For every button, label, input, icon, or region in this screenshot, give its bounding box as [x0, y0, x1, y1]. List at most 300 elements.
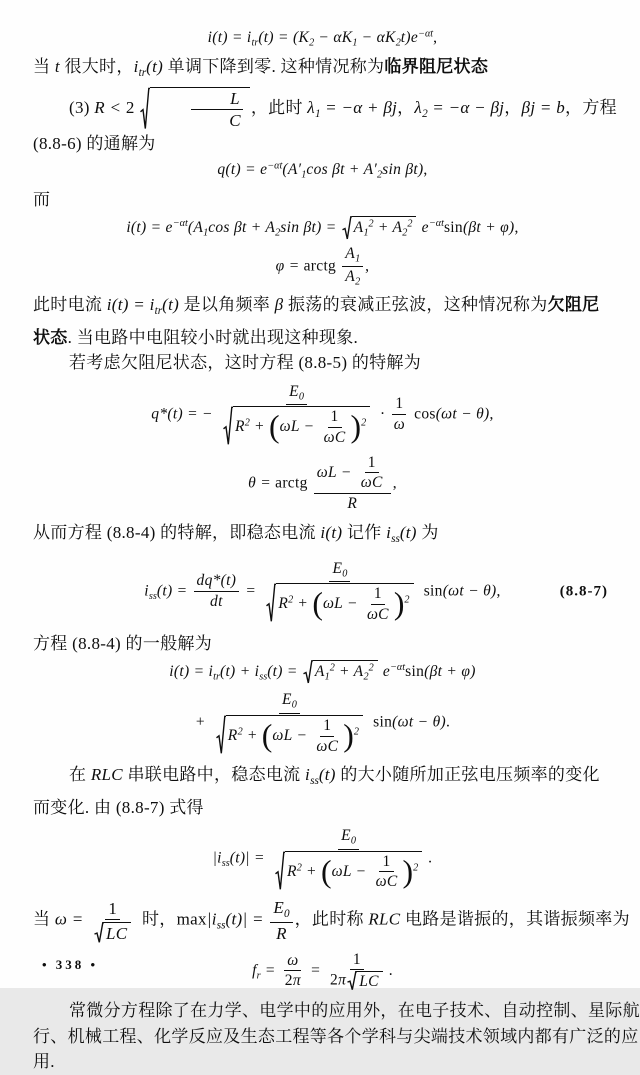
- math-var: C: [229, 111, 241, 131]
- radical-sign-icon: [342, 216, 352, 240]
- subscript: 2: [363, 671, 369, 683]
- radical-sign-icon: [94, 922, 104, 944]
- text-run: 单调下降到零. 这种情况称为: [163, 57, 385, 77]
- math-var: (ωt − θ): [435, 405, 490, 423]
- subscript: 1: [314, 107, 321, 120]
- math-var: cos βt + A: [208, 218, 276, 236]
- denominator: [373, 872, 401, 891]
- math-var: =: [305, 961, 326, 979]
- fraction: [219, 383, 374, 447]
- superscript: 2: [296, 861, 302, 873]
- subscript: tr: [138, 67, 147, 80]
- math-var: ωL −: [322, 594, 362, 612]
- text-line: [33, 795, 612, 821]
- radical: [275, 851, 422, 892]
- superscript: 2: [368, 662, 374, 674]
- denominator: [271, 850, 426, 892]
- math-var: (A: [187, 218, 204, 236]
- fraction: [262, 560, 417, 624]
- fraction: [342, 245, 363, 289]
- math-var: E: [281, 691, 292, 709]
- fraction: [271, 827, 426, 891]
- text-line: [33, 631, 612, 657]
- text-run: ，: [397, 97, 415, 117]
- math-var: ωL −: [331, 862, 371, 880]
- math-var: − αK: [357, 29, 396, 46]
- text-run: 此时电流: [33, 295, 107, 315]
- radical-content: [357, 971, 383, 991]
- math-var: LC: [359, 973, 379, 991]
- text-run: (8.8-6) 的通解为: [33, 133, 156, 153]
- denominator: [358, 473, 386, 492]
- superscript: −αt: [172, 218, 188, 230]
- math-var: i(t) = i: [169, 662, 214, 680]
- radical-content: [276, 583, 413, 624]
- denominator: [212, 714, 367, 756]
- text-run: 而: [33, 189, 51, 209]
- superscript: −αt: [428, 218, 444, 230]
- numerator: [342, 245, 363, 267]
- math-var: i: [133, 57, 139, 77]
- math-var: (t) =: [156, 582, 192, 600]
- math-var: i: [144, 582, 149, 600]
- formula-line: [33, 560, 612, 624]
- subscript: ss: [259, 671, 268, 683]
- radical: [216, 715, 363, 756]
- text-run: 1: [352, 950, 361, 968]
- math-var: R: [227, 726, 238, 744]
- math-var: = −α − βj: [427, 97, 505, 117]
- math-var: A: [353, 219, 364, 237]
- superscript: 2: [353, 725, 359, 737]
- denominator: [344, 494, 360, 513]
- radical: [303, 660, 378, 684]
- math-var: (t) + i: [219, 662, 260, 680]
- math-var: λ: [414, 97, 423, 117]
- radical: [347, 971, 383, 991]
- text-run: 2: [125, 97, 140, 117]
- fraction: [314, 454, 391, 513]
- text-line: [33, 54, 612, 86]
- radical-sign-icon: [140, 87, 150, 131]
- text-run: ，此时: [250, 97, 308, 117]
- math-var: ωC: [360, 474, 383, 492]
- text-line: [33, 1024, 639, 1050]
- text-run: 是以角频率: [179, 295, 275, 315]
- subscript: 2: [402, 227, 408, 239]
- subscript: tr: [213, 671, 220, 683]
- text-run: 当: [33, 57, 55, 77]
- math-var: E: [332, 559, 343, 577]
- radical-content: [226, 715, 363, 756]
- radical-sign-icon: [266, 583, 276, 624]
- superscript: 2: [288, 594, 294, 606]
- subscript: 2: [422, 107, 428, 120]
- text-run: ,: [392, 473, 397, 491]
- denominator: [190, 110, 244, 131]
- math-var: (t)| =: [225, 909, 269, 929]
- superscript: 2: [244, 417, 250, 429]
- text-line: [33, 998, 640, 1024]
- numerator: [286, 383, 307, 405]
- text-run: ,: [489, 405, 494, 423]
- big-paren: ): [393, 585, 405, 621]
- text-run: sin: [368, 713, 393, 731]
- radical-content: [285, 851, 422, 892]
- radical-content: [352, 216, 417, 240]
- numerator: [392, 395, 406, 415]
- text-run: ,: [496, 582, 501, 600]
- subscript: r: [256, 970, 261, 982]
- math-var: = −α + βj: [320, 97, 398, 117]
- text-run: sin: [443, 218, 463, 236]
- text-run: ,: [514, 218, 519, 236]
- text-run: ,: [433, 29, 438, 46]
- formula-line: [33, 245, 612, 289]
- numerator: [328, 408, 342, 428]
- denominator: [262, 582, 417, 624]
- numerator: [191, 89, 243, 111]
- text-run: 2: [330, 971, 339, 989]
- text-run: 而变化. 由 (8.8-7) 式得: [33, 797, 204, 817]
- math-var: q*(t) = −: [151, 405, 217, 423]
- numerator: [371, 585, 385, 605]
- big-paren: ): [343, 717, 354, 753]
- subscript: 1: [203, 227, 209, 239]
- math-var: q(t) = e: [217, 161, 268, 179]
- fraction: [327, 951, 387, 992]
- denominator: [90, 920, 135, 943]
- big-paren: ): [350, 409, 362, 445]
- text-run: 1: [367, 453, 376, 471]
- subscript: 2: [309, 37, 315, 49]
- radical-content: [233, 406, 370, 447]
- text-run: ,: [423, 161, 428, 179]
- text-line: [33, 762, 612, 794]
- fraction: [358, 454, 386, 493]
- math-var: (t): [399, 523, 417, 543]
- numerator: [320, 717, 334, 737]
- fraction: [313, 717, 341, 756]
- text-line: [33, 292, 612, 324]
- big-paren: (: [312, 585, 323, 621]
- math-var: (t): [146, 57, 164, 77]
- superscript: 2: [237, 725, 243, 737]
- math-var: ωC: [316, 737, 339, 755]
- text-run: 2: [284, 972, 293, 990]
- math-var: θ =: [248, 473, 276, 491]
- denominator: [207, 592, 226, 611]
- superscript: −αt: [418, 28, 434, 40]
- text-line: [33, 898, 630, 944]
- subscript: tr: [251, 37, 259, 49]
- math-var: i(t) = e: [126, 218, 173, 236]
- math-var: R <: [94, 97, 126, 117]
- subscript: ss: [391, 533, 400, 546]
- fraction: [90, 899, 135, 943]
- math-var: E: [273, 898, 284, 918]
- radical-sign-icon: [303, 660, 313, 684]
- text-run: ,: [365, 257, 370, 274]
- numerator: [194, 572, 240, 592]
- math-var: +: [194, 713, 210, 731]
- math-var: sin βt) =: [280, 218, 341, 236]
- math-var: RLC: [90, 765, 123, 785]
- radical: [140, 87, 250, 131]
- subscript: ss: [221, 858, 230, 870]
- numerator: [279, 691, 300, 713]
- denominator: [313, 737, 341, 756]
- radical-content: [150, 87, 250, 131]
- fraction: [282, 952, 304, 991]
- text-run: 的大小随所加正弦电压频率的变化: [335, 765, 600, 785]
- formula-line: [33, 160, 612, 182]
- radical-sign-icon: [275, 851, 285, 892]
- math-var: ωC: [366, 605, 389, 623]
- math-var: λ: [307, 97, 315, 117]
- math-var: +: [293, 594, 313, 612]
- big-paren: (: [261, 717, 273, 753]
- math-var: R: [347, 495, 358, 513]
- text-run: 当: [33, 909, 55, 929]
- math-var: +: [249, 417, 269, 435]
- radical-sign-icon: [223, 406, 233, 447]
- denominator: [219, 405, 374, 447]
- math-var: i(t): [320, 523, 343, 543]
- radical: [342, 216, 417, 240]
- formula-line: [33, 691, 612, 755]
- math-var: (ωt − θ): [442, 582, 497, 600]
- text-line: [33, 87, 617, 131]
- math-var: e: [378, 662, 391, 680]
- math-var: E: [289, 382, 299, 400]
- math-var: e: [417, 218, 429, 236]
- formula-line: [33, 216, 612, 240]
- superscript: 2: [329, 662, 335, 674]
- math-var: t)e: [400, 29, 419, 46]
- math-var: − αK: [314, 29, 353, 46]
- text-run: cos: [409, 405, 436, 423]
- math-var: cos βt + A′: [306, 161, 378, 179]
- subscript: 1: [352, 37, 358, 49]
- text-run: 电路是谐振的，其谐振频率为: [400, 909, 630, 929]
- math-var: ω: [287, 951, 299, 969]
- equation-number: (8.8-7): [559, 583, 608, 600]
- subscript: tr: [154, 305, 163, 318]
- text-run: 在: [69, 765, 91, 785]
- math-var: L: [230, 88, 240, 108]
- big-paren: (: [269, 409, 280, 445]
- math-var: i(t) = i: [106, 295, 155, 315]
- math-var: ωL −: [279, 417, 319, 435]
- bold-term: 临界阻尼状态: [384, 57, 489, 77]
- math-var: φ =: [275, 257, 304, 274]
- fraction: [194, 572, 240, 611]
- formula-line: [33, 660, 612, 684]
- text-run: 常微分方程除了在力学、电学中的应用外，在电子技术、自动控制、星际航: [69, 1001, 640, 1021]
- subscript: 2: [275, 227, 281, 239]
- numerator: [350, 951, 364, 971]
- math-var: R: [278, 594, 289, 612]
- formula-line: [33, 454, 612, 513]
- math-var: =: [260, 961, 280, 979]
- math-var: |i: [206, 909, 217, 929]
- text-line: [33, 520, 612, 552]
- radical: [223, 406, 370, 447]
- superscript: 2: [361, 417, 367, 429]
- math-var: +: [301, 862, 321, 880]
- text-run: 1: [108, 898, 118, 918]
- math-var: (t) =: [267, 662, 302, 680]
- denominator: [364, 605, 392, 624]
- text-run: . 当电路中电阻较小时就出现这种现象.: [67, 327, 359, 347]
- text-run: 记作: [342, 523, 387, 543]
- math-var: R: [276, 924, 287, 944]
- text-line: [33, 131, 612, 157]
- text-run: 1: [323, 716, 332, 734]
- fraction: [373, 853, 401, 892]
- text-run: 时，max: [137, 909, 207, 929]
- numerator: [329, 560, 350, 582]
- text-run: 若考虑欠阻尼状态，这时方程 (8.8-5) 的特解为: [69, 353, 422, 373]
- text-run: 从而方程 (8.8-4) 的特解，即稳态电流: [33, 523, 321, 543]
- formula-line: [33, 827, 612, 891]
- radical-content: [313, 660, 378, 684]
- formula-line: [33, 951, 612, 992]
- math-var: R: [234, 417, 245, 435]
- subscript: ss: [148, 590, 157, 602]
- math-var: i(t) = i: [207, 29, 252, 46]
- math-var: t: [54, 57, 60, 77]
- math-var: sin βt): [382, 161, 424, 179]
- text-run: 方程 (8.8-4) 的一般解为: [33, 633, 213, 653]
- numerator: [379, 853, 393, 873]
- fraction: [321, 408, 349, 447]
- math-var: A: [345, 267, 356, 285]
- text-run: 1: [373, 584, 382, 602]
- subscript: 0: [298, 391, 305, 403]
- text-run: ，此时称: [294, 909, 369, 929]
- formula-line: [33, 383, 612, 447]
- math-var: RLC: [368, 909, 401, 929]
- text-run: 1: [395, 395, 404, 413]
- superscript: 2: [407, 218, 413, 230]
- math-var: ω: [393, 416, 405, 434]
- subscript: 1: [363, 227, 369, 239]
- math-var: A: [345, 244, 356, 262]
- subscript: ss: [216, 919, 226, 932]
- numerator: [338, 827, 359, 849]
- math-var: ·: [376, 405, 389, 423]
- subscript: 2: [395, 37, 401, 49]
- math-var: i: [305, 765, 311, 785]
- math-var: + A: [373, 219, 403, 237]
- math-var: =: [241, 582, 261, 600]
- denominator: [327, 970, 387, 991]
- math-var: f: [252, 961, 257, 979]
- denominator: [391, 415, 408, 434]
- text-run: sin: [405, 662, 425, 680]
- fraction: [391, 395, 408, 434]
- math-var: i: [386, 523, 392, 543]
- subscript: 1: [301, 169, 307, 181]
- subscript: 1: [355, 253, 361, 265]
- subscript: 0: [350, 835, 357, 847]
- page-number: • 338 •: [42, 957, 99, 972]
- math-var: ωL −: [272, 726, 312, 744]
- denominator: [282, 971, 304, 990]
- text-run: ，: [504, 97, 522, 117]
- fraction: [212, 691, 367, 755]
- math-var: LC: [106, 923, 128, 943]
- text-line: [33, 1049, 612, 1075]
- denominator: [273, 923, 290, 944]
- text-run: ，方程: [565, 97, 617, 117]
- radical: [266, 583, 413, 624]
- fraction: [270, 898, 292, 943]
- superscript: 2: [413, 861, 419, 873]
- math-var: R: [286, 862, 297, 880]
- math-var: ω =: [54, 909, 89, 929]
- math-var: ωC: [323, 428, 346, 446]
- numerator: [105, 899, 120, 921]
- math-var: (βt + φ): [462, 218, 515, 236]
- text-run: .: [445, 713, 451, 731]
- bold-term: 欠阻尼: [547, 295, 600, 315]
- math-var: A: [314, 663, 325, 680]
- denominator: [321, 428, 349, 447]
- math-var: (t) = (K: [258, 29, 310, 46]
- numerator: [314, 454, 391, 495]
- text-run: .: [388, 961, 393, 979]
- math-var: π: [292, 972, 301, 990]
- subscript: 1: [324, 671, 330, 683]
- radical-sign-icon: [347, 971, 357, 991]
- text-run: 用.: [33, 1052, 55, 1072]
- text-run: sin: [419, 582, 443, 600]
- big-paren: ): [402, 853, 414, 889]
- fraction: [190, 89, 244, 131]
- math-var: dt: [210, 593, 223, 611]
- subscript: 2: [355, 276, 361, 288]
- math-var: ωC: [375, 873, 398, 891]
- subscript: 0: [284, 908, 290, 921]
- superscript: 2: [368, 218, 374, 230]
- math-var: ωL −: [316, 463, 356, 481]
- text-run: 行、机械工程、化学反应及生态工程等各个学科与尖端技术领域内都有广泛的应: [33, 1026, 639, 1046]
- math-var: dq*(t): [196, 572, 237, 590]
- math-var: (t)| =: [229, 849, 269, 867]
- document-content: [33, 28, 640, 1075]
- math-var: π: [338, 971, 347, 989]
- text-run: 振荡的衰减正弦波，这种情况称为: [283, 295, 548, 315]
- numerator: [270, 898, 292, 923]
- radical-content: [104, 922, 131, 944]
- math-var: E: [341, 827, 351, 845]
- formula-line: [33, 28, 612, 50]
- big-paren: (: [320, 853, 332, 889]
- text-run: 1: [330, 408, 339, 426]
- math-var: (ωt − θ): [392, 713, 446, 731]
- text-run: arctg: [303, 257, 341, 274]
- text-run: 1: [382, 852, 391, 870]
- math-var: (t): [318, 765, 336, 785]
- subscript: 2: [377, 169, 383, 181]
- text-run: (3): [69, 97, 95, 117]
- math-var: |i: [212, 849, 222, 867]
- math-var: (βt + φ): [424, 662, 476, 680]
- text-line: [33, 350, 612, 376]
